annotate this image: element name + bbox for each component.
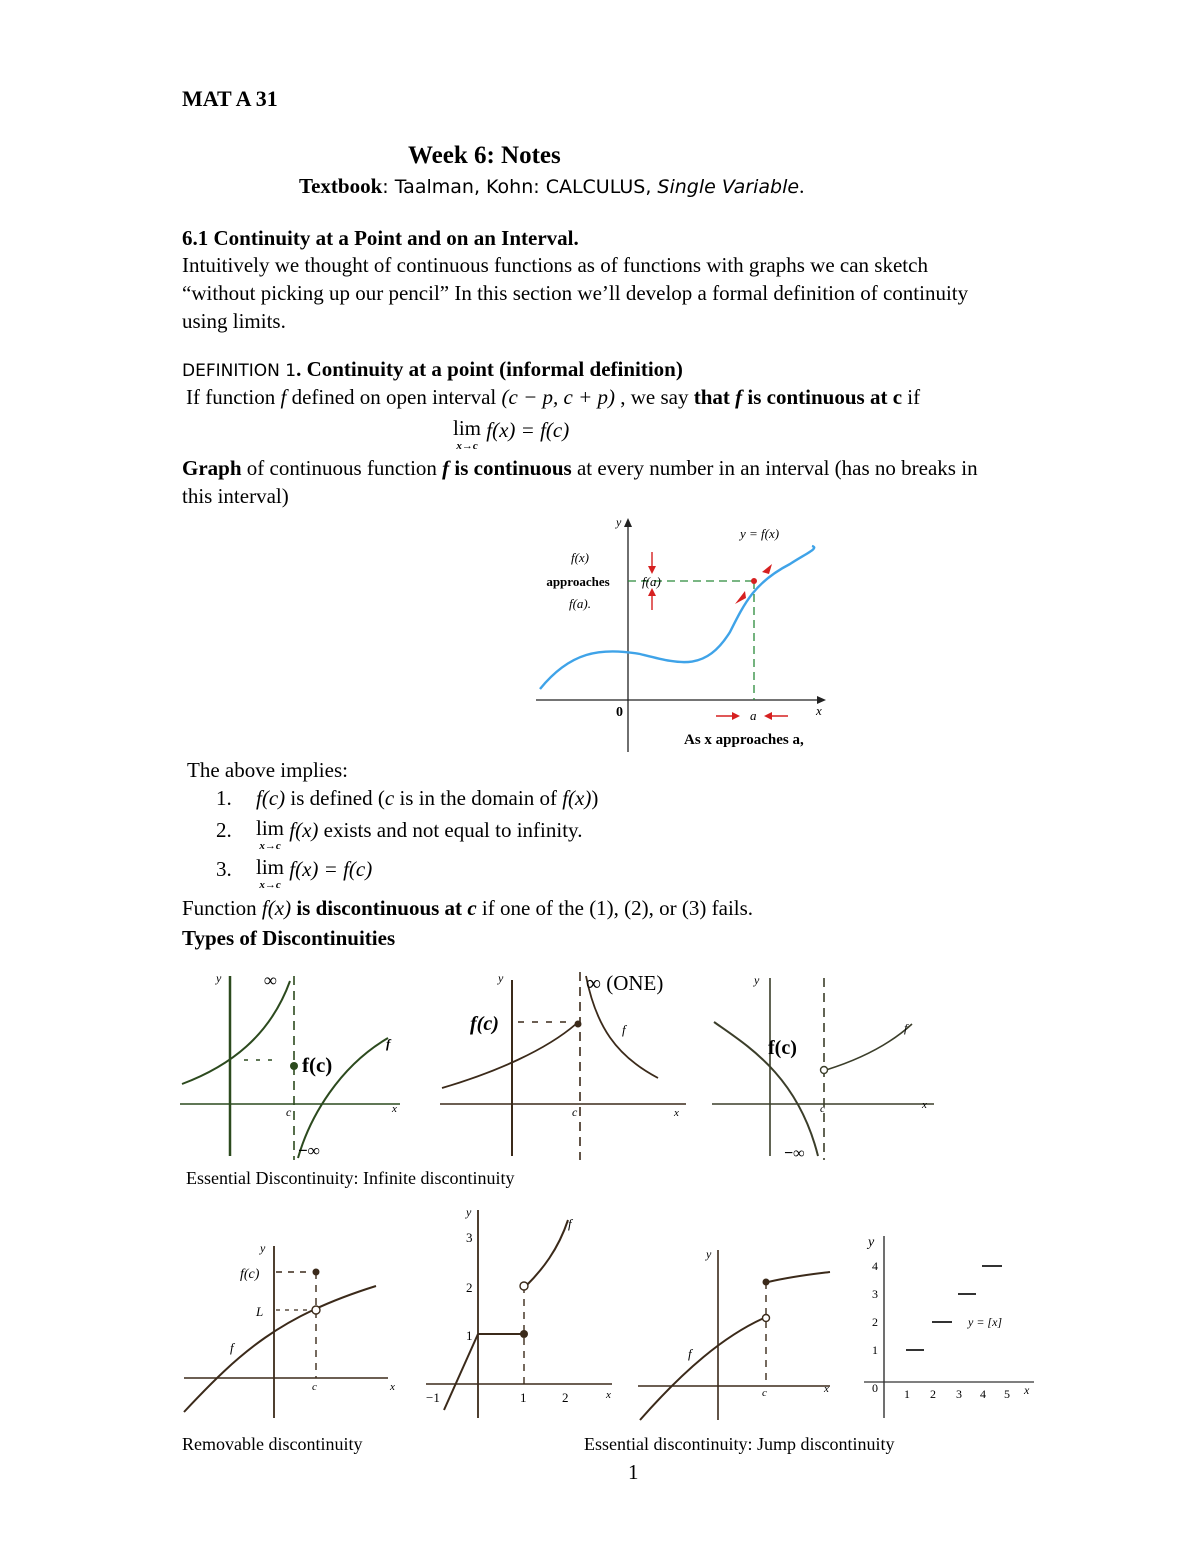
- disc-is-discontinuous: is discontinuous at: [291, 896, 468, 920]
- g2-y-label: y: [498, 971, 504, 985]
- g2-x-label: x: [674, 1107, 679, 1119]
- g7-xt3: 3: [956, 1387, 962, 1401]
- g2-left-branch: [442, 1024, 576, 1088]
- graph-word: Graph: [182, 456, 242, 480]
- g1-x-label: x: [392, 1103, 397, 1115]
- g5-open-point: [520, 1282, 528, 1290]
- infinite-discontinuity-graph-1: [180, 966, 420, 1162]
- g7-yt1: 1: [872, 1343, 878, 1357]
- g1-point: [290, 1062, 298, 1070]
- g1-inf: ∞: [264, 970, 277, 990]
- fig1-curve-label: y = f(x): [740, 526, 780, 541]
- g2-point: [575, 1021, 582, 1028]
- lim-subscript: x→c: [456, 440, 478, 452]
- jump-discontinuity-graph-2: [634, 1240, 840, 1424]
- g6-y-label: y: [706, 1247, 712, 1261]
- def-text-d: if: [902, 385, 921, 409]
- g7-yt2: 2: [872, 1315, 878, 1329]
- definition-formula: [453, 418, 569, 452]
- g5-upper-curve: [526, 1220, 568, 1286]
- fig1-down-arrowhead-icon: [648, 566, 656, 574]
- textbook-edition: Single Variable: [657, 176, 800, 198]
- fig1-arrow-right-icon: [762, 564, 772, 574]
- fig1-approach-2: approaches: [546, 574, 610, 589]
- fig1-a-label: a: [750, 708, 757, 723]
- disc-fx: f(x): [261, 896, 292, 920]
- g3-x-label: x: [922, 1099, 927, 1111]
- g5-lower-line: [444, 1334, 478, 1410]
- g3-y-label: y: [754, 973, 760, 987]
- g5-tm1: −1: [426, 1390, 440, 1405]
- g3-right-branch: [826, 1024, 912, 1070]
- item-2-lim: [256, 818, 284, 852]
- g4-open-point: [312, 1306, 320, 1314]
- disc-text-a: Function: [182, 896, 262, 920]
- item-2-text: exists and not equal to infinity.: [318, 818, 583, 842]
- implies-heading: The above implies:: [187, 758, 348, 782]
- g6-left-curve: [640, 1318, 764, 1420]
- def-that: that: [693, 385, 736, 409]
- definition-line: [186, 385, 920, 410]
- jump-discontinuity-graph-1: [422, 1200, 618, 1422]
- g2-fc: f(c): [470, 1013, 499, 1035]
- lim-symbol: [453, 418, 481, 452]
- g7-func-label: y = [x]: [968, 1315, 1003, 1329]
- g1-y-label: y: [216, 971, 222, 985]
- item-1-fc: f(c): [256, 786, 286, 810]
- g4-f: f: [230, 1340, 234, 1355]
- textbook-authors: Taalman, Kohn:: [394, 176, 546, 198]
- implies-item-1: [216, 786, 598, 811]
- g6-f: f: [688, 1346, 692, 1361]
- textbook-label: Textbook: [299, 174, 383, 198]
- item-3-num: 3.: [216, 857, 232, 881]
- g3-open-point: [821, 1067, 828, 1074]
- formula-body: f(x) = f(c): [486, 418, 570, 442]
- graph-text-b: at every number in an interval (has no breaks in: [571, 456, 978, 480]
- g4-curve: [184, 1286, 376, 1412]
- page-number: 1: [628, 1460, 639, 1484]
- g3-c: c: [820, 1103, 825, 1115]
- g7-xt4: 4: [980, 1387, 986, 1401]
- row1-caption: Essential Discontinuity: Infinite discontinuity: [186, 1168, 515, 1188]
- fig1-approach-3: f(a).: [568, 596, 592, 611]
- removable-discontinuity-graph: [180, 1232, 400, 1422]
- graph-is-continuous: is continuous: [449, 456, 572, 480]
- g7-yt4: 4: [872, 1259, 878, 1273]
- fig1-up-arrowhead-icon: [648, 588, 656, 596]
- definition-label: DEFINITION 1: [182, 361, 297, 381]
- fig1-approach-1: f(x): [570, 550, 590, 565]
- definition-heading: [182, 357, 683, 382]
- g3-ninf: −∞: [784, 1145, 805, 1162]
- g2-c: c: [572, 1105, 578, 1119]
- g4-fc: f(c): [240, 1267, 260, 1282]
- graph-f: f: [442, 456, 450, 480]
- fig1-point: [751, 578, 757, 584]
- g3-fc: f(c): [768, 1037, 797, 1059]
- g4-L: L: [256, 1304, 264, 1319]
- fig1-y-label: y: [616, 515, 622, 529]
- item-2-num: 2.: [216, 818, 232, 842]
- g5-t2: 2: [466, 1280, 473, 1295]
- item-3-lim: [256, 857, 284, 891]
- g7-origin: 0: [872, 1381, 878, 1395]
- g5-x-label: x: [606, 1389, 611, 1401]
- continuity-figure: [530, 512, 840, 760]
- g2-f: f: [622, 1022, 626, 1037]
- fig1-y-arrow-icon: [624, 518, 632, 527]
- textbook-sep: :: [382, 176, 395, 198]
- g1-fc: f(c): [302, 1053, 333, 1077]
- page-title: Week 6: Notes: [408, 142, 561, 169]
- g5-filled-point: [520, 1330, 528, 1338]
- g5-t1: 1: [466, 1328, 473, 1343]
- fig1-a-right-head-icon: [764, 712, 772, 720]
- item-1-fx: f(x): [562, 786, 592, 810]
- def-is-continuous: is continuous at c: [742, 385, 903, 409]
- def-f: f: [280, 385, 287, 409]
- fig1-caption: As x approaches a,: [684, 732, 804, 748]
- g4-c: c: [312, 1381, 317, 1393]
- fig1-a-left-head-icon: [732, 712, 740, 720]
- intro-line-2: “without picking up our pencil” In this section we’ll develop a formal definition of continuity: [182, 281, 969, 305]
- g7-xt5: 5: [1004, 1387, 1010, 1401]
- g5-y-label: y: [466, 1205, 472, 1219]
- intro-line-1: Intuitively we thought of continuous functions as of functions with graphs we can sketch: [182, 253, 928, 277]
- g1-left-branch: [182, 981, 290, 1084]
- fig1-arrow-left-icon: [735, 591, 746, 604]
- item-1-c: c: [384, 786, 395, 810]
- g7-xt2: 2: [930, 1387, 936, 1401]
- intro-line-3: using limits.: [182, 309, 286, 333]
- item-1-text-f: ): [591, 786, 599, 810]
- fig1-x-label: x: [816, 703, 822, 718]
- fig1-curve: [540, 546, 814, 689]
- infinite-discontinuity-graph-3: [708, 966, 948, 1162]
- item-3-expr: f(x) = f(c): [289, 857, 373, 881]
- def-interval: (c − p, c + p): [501, 385, 615, 409]
- definition-name: Continuity at a point (informal definition): [306, 357, 683, 381]
- fig1-origin: 0: [616, 705, 623, 720]
- textbook-comma: ,: [645, 176, 658, 198]
- item-1-num: 1.: [216, 786, 232, 810]
- g2-inf-one: ∞ (ONE): [586, 971, 664, 995]
- discontinuous-line: [182, 896, 753, 921]
- g6-open-point: [763, 1315, 770, 1322]
- types-heading: Types of Discontinuities: [182, 926, 396, 950]
- infinite-discontinuity-graph-2: [436, 966, 696, 1162]
- g1-ninf: −∞: [298, 1141, 320, 1160]
- definition-dot: .: [296, 357, 307, 381]
- g7-x-label: x: [1024, 1383, 1030, 1397]
- def-text-c: , we say: [615, 385, 694, 409]
- step-function-graph: [860, 1232, 1040, 1422]
- g1-f: f: [386, 1036, 391, 1051]
- item-3-lim-word: lim: [256, 855, 285, 879]
- row2-caption-right: Essential discontinuity: Jump discontinuity: [584, 1434, 895, 1454]
- def-text-b: defined on open interval: [286, 385, 502, 409]
- g7-yt3: 3: [872, 1287, 878, 1301]
- disc-text-d: if one of the (1), (2), or (3) fails.: [476, 896, 754, 920]
- disc-c: c: [467, 896, 477, 920]
- graph-text-a: of continuous function: [241, 456, 443, 480]
- fig1-fa-label: f(a): [642, 574, 661, 589]
- section-heading: 6.1 Continuity at a Point and on an Interval.: [182, 226, 579, 250]
- g5-x1: 1: [520, 1390, 527, 1405]
- g6-right-curve: [768, 1272, 830, 1282]
- def-text-a: If function: [186, 385, 281, 409]
- item-2-expr: f(x): [289, 818, 319, 842]
- item-3-lim-sub: x→c: [259, 879, 281, 891]
- g1-c: c: [286, 1105, 292, 1119]
- g4-y-label: y: [260, 1241, 266, 1255]
- g6-x-label: x: [824, 1383, 829, 1395]
- lim-word: lim: [453, 416, 482, 440]
- item-1-text-d: is in the domain of: [394, 786, 563, 810]
- graph-note-line-2: this interval): [182, 484, 289, 508]
- g3-f: f: [904, 1021, 908, 1035]
- g6-c: c: [762, 1387, 767, 1399]
- row2-caption-left: Removable discontinuity: [182, 1434, 363, 1454]
- def-f2: f: [735, 385, 743, 409]
- g5-t3: 3: [466, 1230, 473, 1245]
- item-1-text-b: is defined (: [285, 786, 385, 810]
- g7-xt1: 1: [904, 1387, 910, 1401]
- g5-f: f: [568, 1216, 572, 1231]
- g6-filled-point: [763, 1279, 770, 1286]
- course-code: MAT A 31: [182, 86, 278, 111]
- textbook-end: .: [799, 174, 805, 198]
- item-2-lim-sub: x→c: [259, 840, 281, 852]
- g5-x2: 2: [562, 1390, 569, 1405]
- graph-note-line-1: [182, 456, 978, 481]
- implies-item-3: [216, 857, 372, 891]
- g7-y-label: y: [868, 1235, 875, 1250]
- g3-left-branch: [714, 1022, 818, 1156]
- g4-filled-point: [313, 1269, 320, 1276]
- textbook-line: [299, 174, 804, 199]
- g4-x-label: x: [390, 1381, 395, 1393]
- implies-item-2: [216, 818, 582, 852]
- textbook-book: CALCULUS: [545, 176, 646, 198]
- item-2-lim-word: lim: [256, 816, 285, 840]
